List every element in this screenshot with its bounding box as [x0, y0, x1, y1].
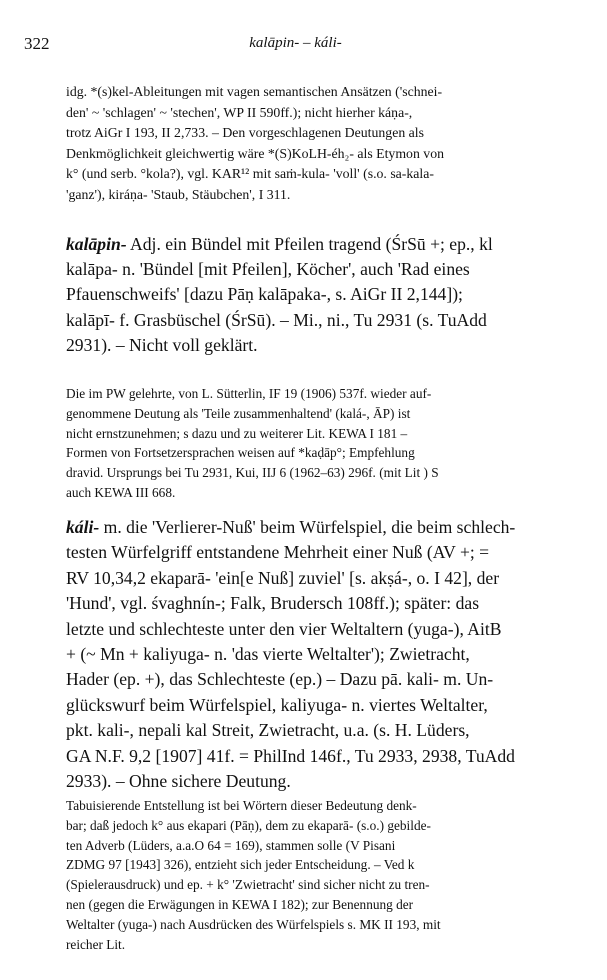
- text-line: 2931). – Nicht voll geklärt.: [66, 334, 258, 355]
- text-line: kalāpī- f. Grasbüschel (ŚrSū). – Mi., ni., Tu 2931 (s. TuAdd: [66, 309, 487, 330]
- headword: kalāpin-: [66, 234, 127, 254]
- page-number: 322: [24, 34, 50, 53]
- text-line: Die im PW gelehrte, von L. Sütterlin, IF 19 (1906) 537f. wieder auf-: [66, 386, 432, 401]
- text-line: nicht ernstzunehmen; s dazu und zu weiterer Lit. KEWA I 181 –: [66, 425, 408, 441]
- text-line: m. die 'Verlierer-Nuß' beim Würfelspiel, die beim schlech-: [103, 517, 516, 537]
- text-line: Formen von Fortsetzersprachen weisen auf *kaḍāp°; Empfehlung: [66, 445, 415, 461]
- text-line: Adj. ein Bündel mit Pfeilen tragend (ŚrSū +; ep., kl: [130, 234, 493, 254]
- entry-first-line: [66, 232, 578, 257]
- text-line: 'Hund', vgl. śvaghnín-; Falk, Brudersch 108ff.); später: das: [66, 593, 480, 614]
- text-line: auch KEWA III 668.: [66, 484, 176, 500]
- text-line: pkt. kali-, nepali kal Streit, Zwietracht, u.a. (s. H. Lüders,: [66, 720, 470, 741]
- note-kalapin: [66, 384, 576, 503]
- text-line: (Spielerausdruck) und ep. + k° 'Zwietracht' sind sicher nicht zu tren-: [66, 877, 430, 893]
- continuation-paragraph: [66, 82, 576, 206]
- text-line: Denkmöglichkeit gleichwertig wäre *(S)KoLH-éh₂- als Etymon von: [66, 145, 444, 161]
- entry-kali: [66, 515, 578, 794]
- text-line: Weltalter (yuga-) nach Ausdrücken des Würfelspiels s. MK II 193, mit: [66, 916, 441, 932]
- text-line: trotz AiGr I 193, II 2,733. – Den vorgeschlagenen Deutungen als: [66, 125, 424, 141]
- text-line: bar; daß jedoch k° aus ekapari (Pāṇ), dem zu ekaparā- (s.o.) gebilde-: [66, 817, 431, 833]
- text-line: reicher Lit.: [66, 936, 126, 952]
- text-line: den' ~ 'schlagen' ~ 'stechen', WP II 590ff.); nicht hierher káṇa-,: [66, 104, 413, 120]
- text-line: Tabuisierende Entstellung ist bei Wörtern dieser Bedeutung denk-: [66, 798, 417, 813]
- text-line: idg. *(s)kel-Ableitungen mit vagen semantischen Ansätzen ('schnei-: [66, 84, 443, 99]
- text-line: RV 10,34,2 ekaparā- 'ein[e Nuß] zuviel' [s. akṣá-, o. I 42], der: [66, 567, 500, 588]
- entry-first-line: [66, 515, 578, 540]
- text-line: kalāpa- n. 'Bündel [mit Pfeilen], Köcher', auch 'Rad eines: [66, 259, 470, 280]
- text-line: nen (gegen die Erwägungen in KEWA I 182); zur Benennung der: [66, 896, 414, 912]
- running-head: kalāpin- – káli-: [249, 35, 342, 51]
- text-line: ZDMG 97 [1943] 326), entzieht sich jeder Entscheidung. – Ved k: [66, 857, 415, 873]
- entry-kalapin: [66, 232, 578, 358]
- text-line: 2933). – Ohne sichere Deutung.: [66, 771, 291, 792]
- text-line: Hader (ep. +), das Schlechteste (ep.) – Dazu pā. kali- m. Un-: [66, 669, 494, 690]
- text-line: testen Würfelgriff entstandene Mehrheit einer Nuß (AV +; =: [66, 542, 490, 563]
- headword: káli-: [66, 517, 100, 537]
- text-line: genommene Deutung als 'Teile zusammenhaltend' (kalá-, ĀP) ist: [66, 405, 411, 421]
- text-line: glückswurf beim Würfelspiel, kaliyuga- n. viertes Weltalter,: [66, 694, 488, 715]
- text-line: GA N.F. 9,2 [1907] 41f. = PhilInd 146f., Tu 2933, 2938, TuAdd: [66, 745, 515, 766]
- text-line: + (~ Mn + kaliyuga- n. 'das vierte Weltalter'); Zwietracht,: [66, 644, 470, 665]
- page-header: [24, 34, 567, 56]
- note-kali: [66, 796, 576, 954]
- text-line: 'ganz'), kiráṇa- 'Staub, Stäubchen', I 311.: [66, 186, 291, 202]
- text-line: Pfauenschweifs' [dazu Pāṇ kalāpaka-, s. AiGr II 2,144]);: [66, 284, 463, 305]
- text-line: k° (und serb. °kola?), vgl. KAR¹² mit saṁ-kula- 'voll' (s.o. sa-kala-: [66, 166, 434, 182]
- text-line: ten Adverb (Lüders, a.a.O 64 = 169), stammen solle (V Pisani: [66, 837, 396, 853]
- text-line: letzte und schlechteste unter den vier Weltaltern (yuga-), AitB: [66, 618, 502, 639]
- text-line: dravid. Ursprungs bei Tu 2931, Kui, IIJ 6 (1962–63) 296f. (mit Lit ) S: [66, 465, 439, 481]
